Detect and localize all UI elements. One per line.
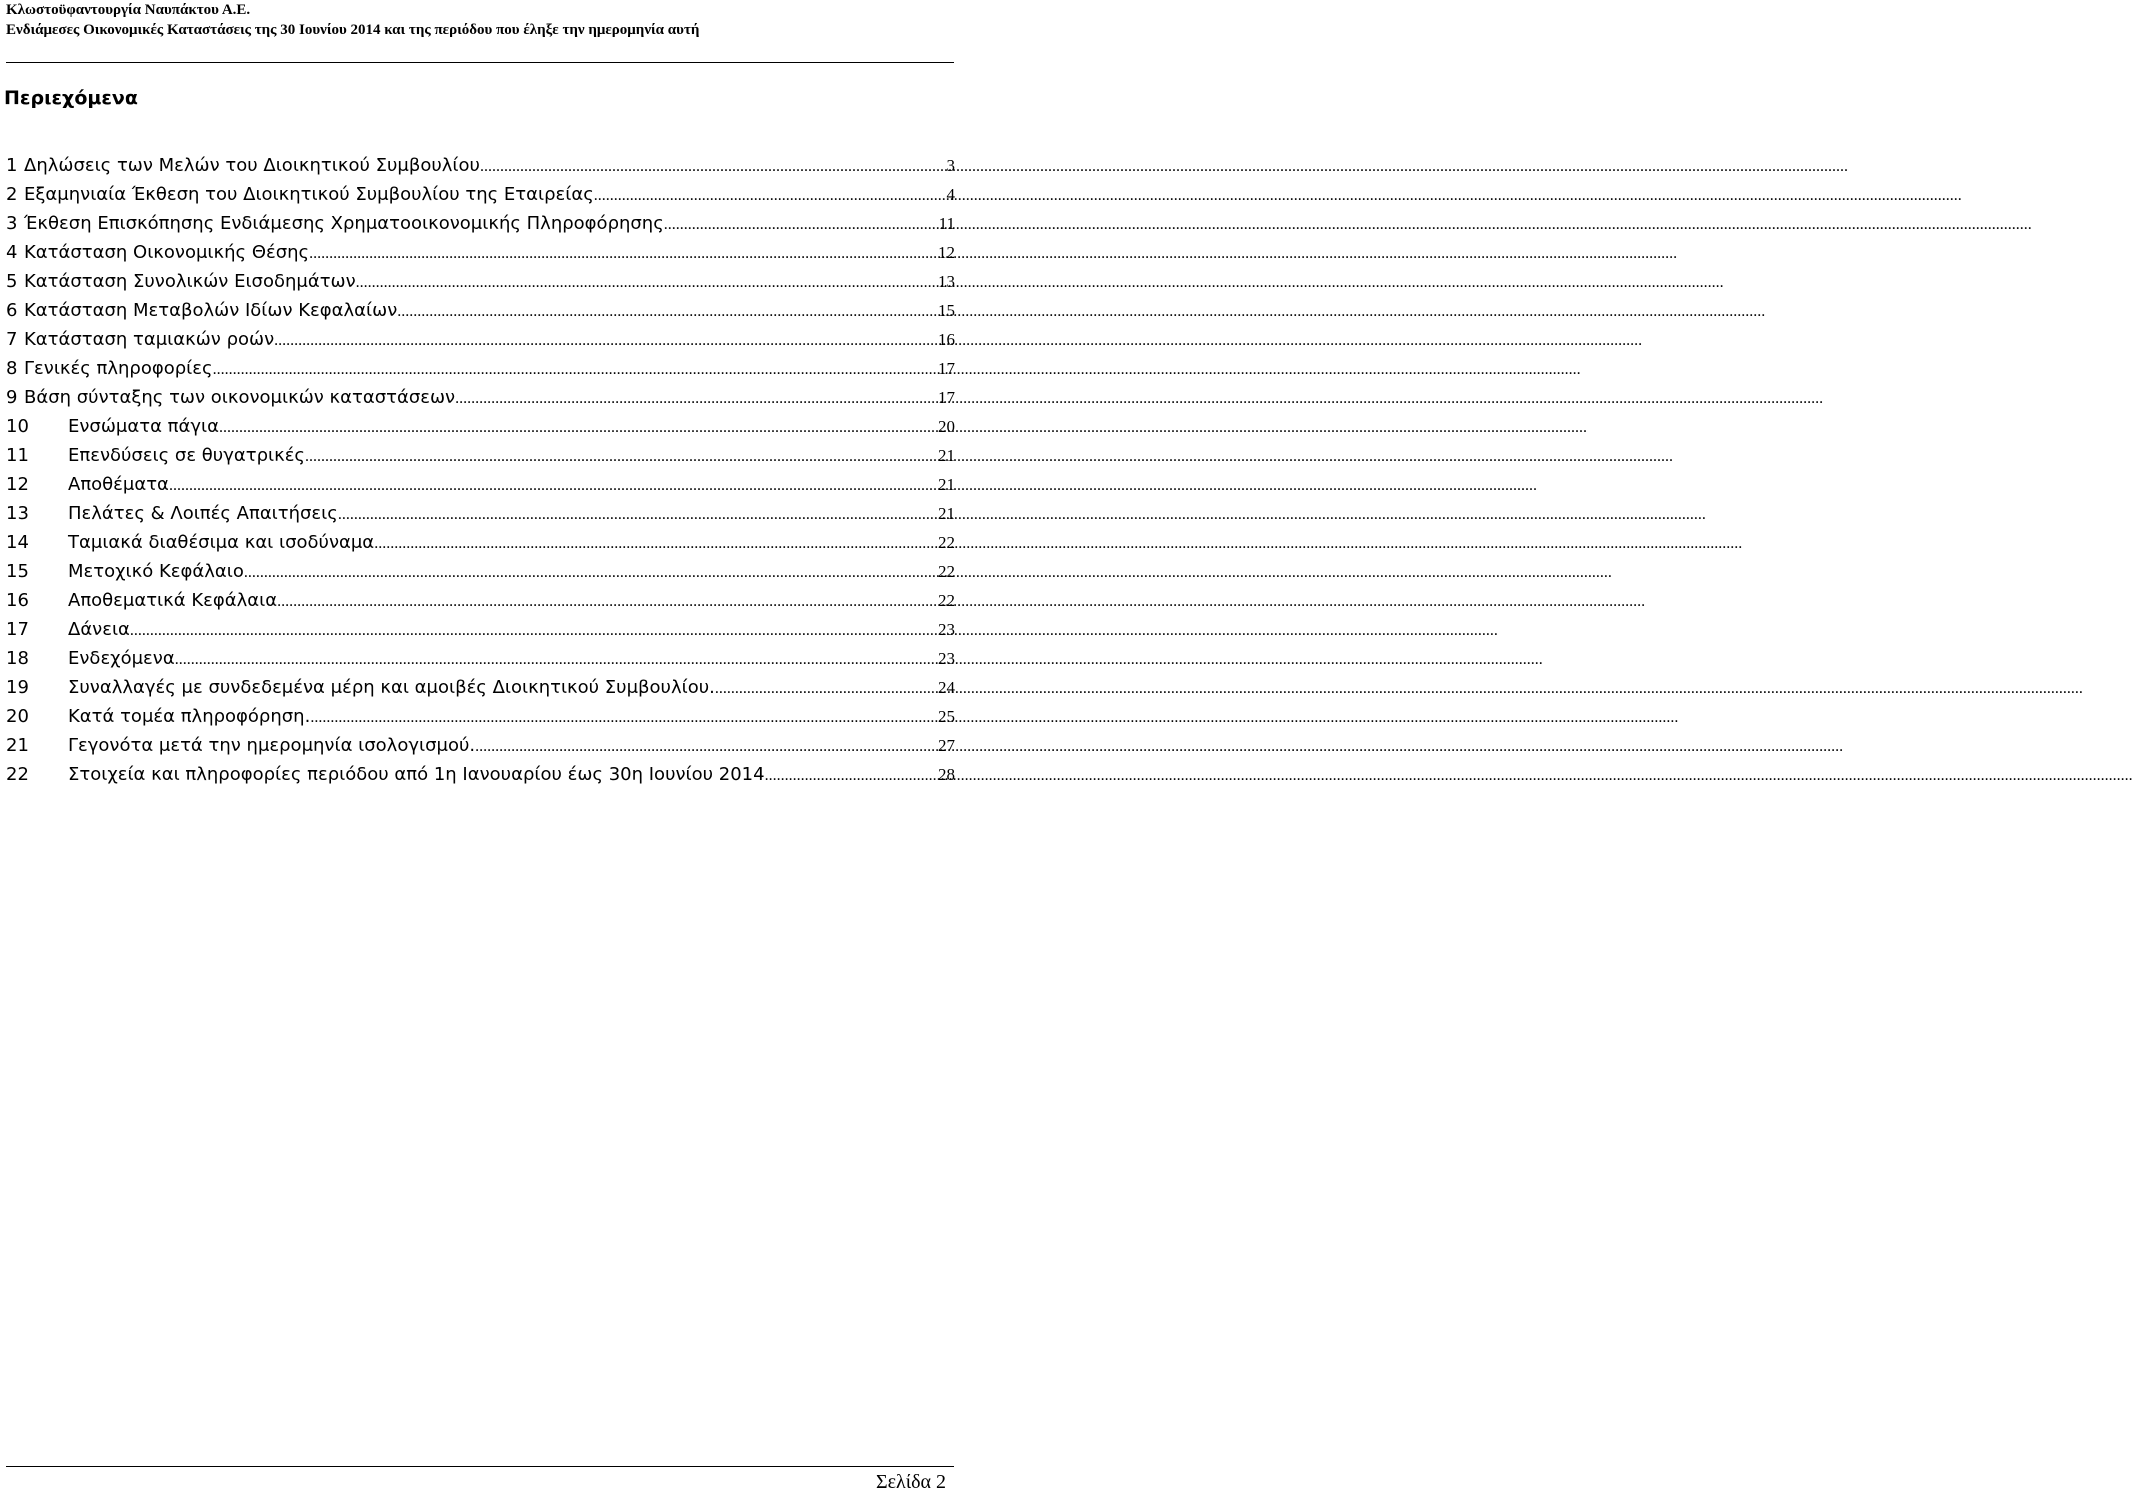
- footer-divider: [6, 1466, 954, 1467]
- toc-entry-number: 18: [6, 648, 29, 669]
- toc-dot-leader: [765, 761, 937, 790]
- toc-entry[interactable]: [6, 731, 955, 760]
- toc-entry-page: 21: [938, 446, 955, 465]
- toc-dot-leader: [309, 239, 937, 268]
- toc-entry-page: 11: [938, 214, 955, 233]
- toc-title: Περιεχόμενα: [4, 87, 138, 109]
- toc-dot-leader: [277, 587, 937, 616]
- toc-dot-leader: [664, 210, 938, 239]
- toc-entry-number: 14: [6, 532, 29, 553]
- toc-entry[interactable]: [6, 644, 955, 673]
- toc-dot-leader: [274, 326, 937, 355]
- toc-entry[interactable]: [6, 238, 955, 267]
- toc-entry[interactable]: [6, 412, 955, 441]
- toc-entry-page: 17: [938, 359, 955, 378]
- toc-entry[interactable]: [6, 151, 955, 180]
- toc-entry-number: 7: [6, 329, 18, 350]
- toc-entry[interactable]: [6, 354, 955, 383]
- toc-entry-number: 6: [6, 300, 18, 321]
- toc-dot-leader: [169, 471, 937, 500]
- toc-entry-page: 20: [938, 417, 955, 436]
- toc-entry[interactable]: [6, 760, 955, 789]
- toc-dot-leader: [305, 442, 937, 471]
- toc-entry-label: Κατάσταση Οικονομικής Θέσης: [24, 242, 310, 263]
- toc-entry-number: 4: [6, 242, 18, 263]
- toc-dot-leader: [213, 355, 937, 384]
- toc-entry[interactable]: [6, 702, 955, 731]
- toc-entry-number: 1: [6, 155, 18, 176]
- toc-dot-leader: [715, 674, 937, 703]
- toc-entry-number: 9: [6, 387, 18, 408]
- toc-entry-number: 19: [6, 677, 29, 698]
- toc-dot-leader: [594, 181, 946, 210]
- toc-dot-leader: [374, 529, 937, 558]
- toc-entry[interactable]: [6, 470, 955, 499]
- toc-dot-leader: [219, 413, 937, 442]
- toc-entry[interactable]: [6, 296, 955, 325]
- company-name: Κλωστοϋφαντουργία Ναυπάκτου Α.Ε.: [6, 2, 251, 18]
- toc-entry-label: Δάνεια: [68, 619, 130, 640]
- toc-entry-number: 10: [6, 416, 29, 437]
- toc-entry-page: 21: [938, 504, 955, 523]
- toc-entry[interactable]: [6, 499, 955, 528]
- toc-entry[interactable]: [6, 586, 955, 615]
- toc-entry[interactable]: [6, 325, 955, 354]
- document-header: [6, 0, 956, 40]
- toc-entry-page: 28: [938, 765, 955, 784]
- toc-entry-page: 3: [946, 156, 955, 175]
- toc-entry-page: 24: [938, 678, 955, 697]
- toc-entry[interactable]: [6, 615, 955, 644]
- toc-entry-label: Στοιχεία και πληροφορίες περιόδου από 1η Ιανουαρίου έως 30η Ιουνίου 2014: [68, 764, 765, 785]
- toc-entry-number: 16: [6, 590, 29, 611]
- toc-entry-page: 23: [938, 649, 955, 668]
- toc-entry-label: Εξαμηνιαία Έκθεση του Διοικητικού Συμβουλίου της Εταιρείας: [24, 184, 594, 205]
- toc-entry-label: Δηλώσεις των Μελών του Διοικητικού Συμβουλίου: [24, 155, 480, 176]
- toc-entry-label: Βάση σύνταξης των οικονομικών καταστάσεων: [24, 387, 456, 408]
- toc-entry-number: 15: [6, 561, 29, 582]
- toc-entry[interactable]: [6, 673, 955, 702]
- toc-dot-leader: [475, 732, 937, 761]
- toc-entry-label: Έκθεση Επισκόπησης Ενδιάμεσης Χρηματοοικονομικής Πληροφόρησης: [24, 213, 664, 234]
- toc-entry-page: 22: [938, 533, 955, 552]
- toc-entry-label: Αποθεματικά Κεφάλαια: [68, 590, 278, 611]
- toc-entry-label: Γενικές πληροφορίες: [24, 358, 213, 379]
- toc-entry-page: 12: [938, 243, 955, 262]
- toc-entry-number: 21: [6, 735, 29, 756]
- toc-entry-page: 23: [938, 620, 955, 639]
- toc-entry-label: Κατάσταση ταμιακών ροών: [24, 329, 275, 350]
- toc-entry-label: Συναλλαγές με συνδεδεμένα μέρη και αμοιβές Διοικητικού Συμβουλίου.: [68, 677, 715, 698]
- toc-entry-page: 25: [938, 707, 955, 726]
- toc-entry-number: 20: [6, 706, 29, 727]
- table-of-contents: [6, 151, 955, 789]
- toc-dot-leader: [455, 384, 937, 413]
- toc-entry-number: 5: [6, 271, 18, 292]
- toc-dot-leader: [244, 558, 937, 587]
- toc-entry-number: 11: [6, 445, 29, 466]
- toc-entry-number: 22: [6, 764, 29, 785]
- toc-dot-leader: [310, 703, 937, 732]
- toc-entry[interactable]: [6, 557, 955, 586]
- toc-entry-label: Πελάτες & Λοιπές Απαιτήσεις: [68, 503, 338, 524]
- toc-entry[interactable]: [6, 267, 955, 296]
- header-divider: [6, 62, 954, 63]
- toc-entry-page: 15: [938, 301, 955, 320]
- toc-entry-label: Ενσώματα πάγια: [68, 416, 219, 437]
- toc-dot-leader: [130, 616, 937, 645]
- toc-entry-page: 17: [938, 388, 955, 407]
- toc-entry-page: 16: [938, 330, 955, 349]
- toc-dot-leader: [175, 645, 937, 674]
- toc-entry-label: Μετοχικό Κεφάλαιο: [68, 561, 244, 582]
- toc-entry[interactable]: [6, 383, 955, 412]
- toc-dot-leader: [397, 297, 937, 326]
- page-number: Σελίδα 2: [875, 1471, 946, 1493]
- toc-entry-label: Κατά τομέα πληροφόρηση.: [68, 706, 311, 727]
- toc-entry-page: 4: [946, 185, 955, 204]
- toc-entry-number: 12: [6, 474, 29, 495]
- toc-entry-label: Ενδεχόμενα: [68, 648, 175, 669]
- toc-entry-page: 22: [938, 591, 955, 610]
- toc-entry-number: 13: [6, 503, 29, 524]
- toc-entry-page: 13: [938, 272, 955, 291]
- toc-entry-label: Κατάσταση Μεταβολών Ιδίων Κεφαλαίων: [24, 300, 398, 321]
- toc-entry[interactable]: [6, 528, 955, 557]
- toc-dot-leader: [480, 152, 946, 181]
- toc-entry-page: 22: [938, 562, 955, 581]
- toc-entry-page: 21: [938, 475, 955, 494]
- toc-entry-label: Αποθέματα: [68, 474, 169, 495]
- toc-entry-label: Ταμιακά διαθέσιμα και ισοδύναμα: [68, 532, 375, 553]
- document-subtitle: Ενδιάμεσες Οικονομικές Καταστάσεις της 30 Ιουνίου 2014 και της περιόδου που έληξε την ημερομηνία αυτή: [6, 22, 700, 38]
- toc-entry-label: Επενδύσεις σε θυγατρικές: [68, 445, 305, 466]
- toc-entry-number: 17: [6, 619, 29, 640]
- toc-entry-label: Κατάσταση Συνολικών Εισοδημάτων: [24, 271, 356, 292]
- toc-dot-leader: [356, 268, 937, 297]
- toc-entry-number: 3: [6, 213, 18, 234]
- toc-entry-number: 2: [6, 184, 18, 205]
- toc-entry[interactable]: [6, 180, 955, 209]
- toc-entry-label: Γεγονότα μετά την ημερομηνία ισολογισμού.: [68, 735, 476, 756]
- toc-entry-page: 27: [938, 736, 955, 755]
- toc-dot-leader: [338, 500, 937, 529]
- toc-entry[interactable]: [6, 209, 955, 238]
- toc-entry[interactable]: [6, 441, 955, 470]
- toc-entry-number: 8: [6, 358, 18, 379]
